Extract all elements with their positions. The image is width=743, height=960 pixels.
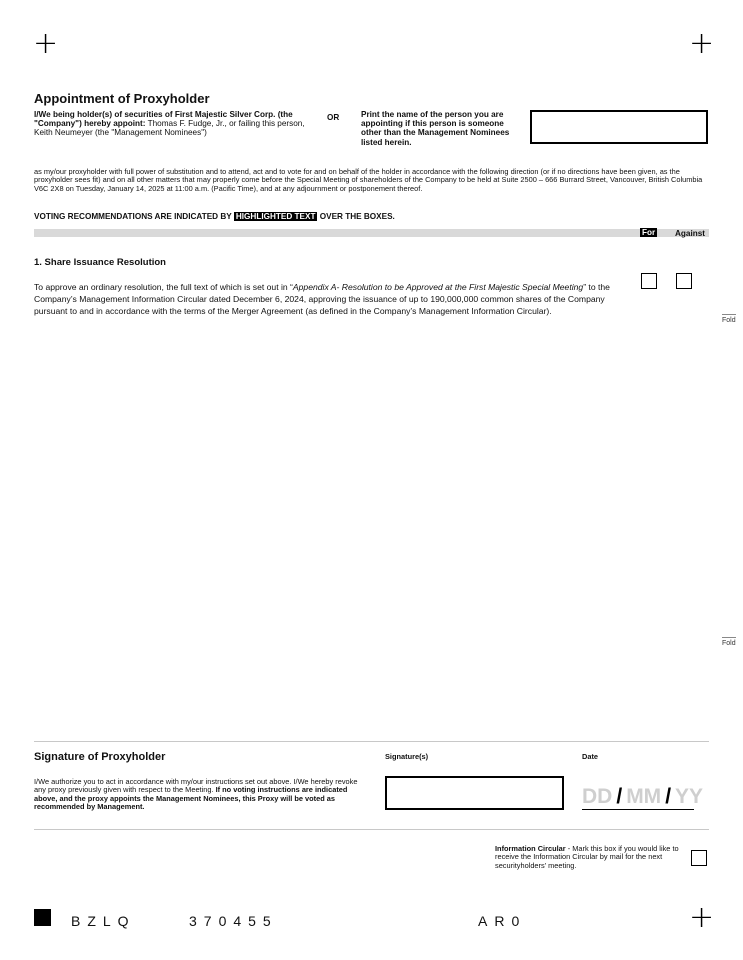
voting-header-bar (34, 229, 709, 237)
voting-recommendation-suffix: OVER THE BOXES. (319, 212, 395, 221)
voting-recommendation-line (34, 212, 395, 221)
signature-divider-top (34, 741, 709, 742)
fold-label-upper: Fold (722, 317, 736, 324)
date-day-placeholder: DD (582, 785, 613, 808)
proxyholder-name-field[interactable] (530, 110, 708, 144)
registration-mark-top-right: + (689, 26, 715, 61)
resolution-for-checkbox[interactable] (641, 273, 657, 289)
date-year-placeholder: YY (675, 785, 704, 808)
date-separator: / (616, 785, 623, 808)
date-underline (582, 809, 694, 810)
resolution-title: 1. Share Issuance Resolution (34, 257, 166, 268)
column-for-label: For (642, 228, 656, 237)
fold-line-upper (722, 314, 736, 315)
page-title: Appointment of Proxyholder (34, 91, 210, 106)
date-label: Date (582, 752, 599, 761)
resolution-text: To approve an ordinary resolution, the full text of which is set out in “Appendix A- Resolution to be Approved at the First Majestic Special Meeting” to the Company’s Management Information Circular dated December 6, 2024, approving the issuance of up to 190,000,000 common shares of the Company pursuant to and in accordance with the terms of the Merger Agreement (as defined in the Company’s Management Information Circular). (34, 282, 610, 317)
resolution-against-checkbox[interactable] (676, 273, 692, 289)
column-against-label: Against (675, 229, 706, 238)
footer-black-square (34, 909, 51, 926)
resolution-appendix-reference: Appendix A- Resolution to be Approved at the First Majestic Special Meeting (292, 282, 584, 292)
footer-code-bzlq: BZLQ (71, 913, 136, 929)
registration-mark-bottom-right: + (689, 900, 715, 935)
proxy-authority-paragraph: as my/our proxyholder with full power of substitution and to attend, act and to vote for and on behalf of the holder in accordance with the following direction (or if no directions have been given, as the proxyholder sees fit) and on all other matters that may properly come before the Special Meeting of shareholders of the Company to be held at Suite 2500 – 666 Burrard Street, Vancouver, British Columbia V6C 2X8 on Tuesday, January 14, 2025 at 11:00 a.m. (Pacific Time), and at any adjournment or postponement thereof. (34, 167, 703, 193)
appointment-bold-text: I/We being holder(s) of securities of First Majestic Silver Corp. (the "Company") hereby appoint: (34, 110, 293, 129)
print-name-instruction: Print the name of the person you are appointing if this person is someone other than the Management Nominees listed herein. (361, 110, 510, 147)
appointment-nominees-text: Thomas F. Fudge, Jr., or failing this person, Keith Neumeyer (the "Management Nominees") (34, 119, 305, 138)
date-month-placeholder: MM (626, 785, 662, 808)
voting-recommendation-prefix: VOTING RECOMMENDATIONS ARE INDICATED BY (34, 212, 232, 221)
information-circular-checkbox[interactable] (691, 850, 707, 866)
highlighted-text-sample: HIGHLIGHTED TEXT (235, 212, 316, 221)
fold-line-lower (722, 637, 736, 638)
registration-mark-top-left: + (33, 26, 59, 61)
footer-code-ar0: AR0 (478, 913, 527, 929)
fold-label-lower: Fold (722, 640, 736, 647)
signature-authorization-text: I/We authorize you to act in accordance with my/our instructions set out above. I/We hereby revoke any proxy previously given with respect to the Meeting. If no voting instructions are indicated above, and the proxy appoints the Management Nominees, this Proxy will be voted as recommended by Management. (34, 777, 358, 812)
or-label: OR (327, 113, 340, 122)
signature-authorization-bold: If no voting instructions are indicated above, and the proxy appoints the Management Nominees, this Proxy will be voted as recommended by Management. (34, 785, 348, 812)
information-circular-text: Information Circular - Mark this box if you would like to receive the Information Circular by mail for the next securityholders’ meeting. (495, 844, 679, 870)
signature-section-title: Signature of Proxyholder (34, 751, 166, 763)
signature-field[interactable] (385, 776, 564, 810)
signature-divider-bottom (34, 829, 709, 830)
date-separator: / (665, 785, 672, 808)
appointment-text (34, 110, 309, 138)
date-field[interactable] (582, 785, 703, 809)
footer-code-number: 370455 (189, 913, 278, 929)
signature-label: Signature(s) (385, 752, 429, 761)
